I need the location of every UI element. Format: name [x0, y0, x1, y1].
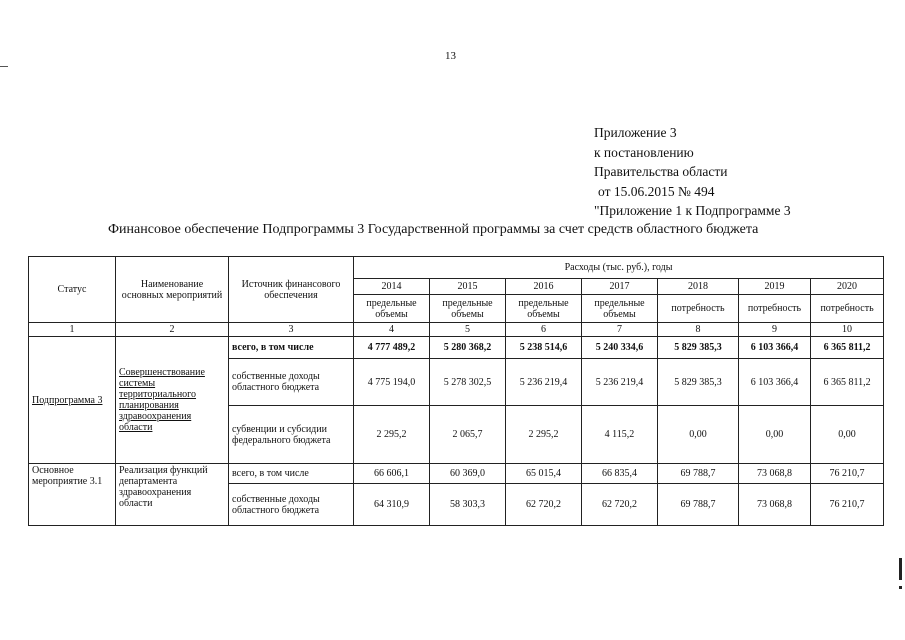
value-cell: 69 788,7	[658, 484, 739, 526]
status-cell: Основное мероприятие 3.1	[29, 464, 116, 526]
value-cell: 73 068,8	[739, 464, 811, 484]
source-cell: субвенции и субсидии федерального бюджета	[229, 406, 354, 464]
header-expenses: Расходы (тыс. руб.), годы	[354, 257, 884, 279]
column-number: 6	[506, 323, 582, 337]
edge-mark	[0, 66, 8, 67]
year-header: 2016	[506, 279, 582, 295]
header-status: Статус	[29, 257, 116, 323]
value-cell: 66 835,4	[582, 464, 658, 484]
value-cell: 4 777 489,2	[354, 337, 430, 359]
year-header: 2014	[354, 279, 430, 295]
year-header: 2019	[739, 279, 811, 295]
value-cell: 4 775 194,0	[354, 359, 430, 406]
value-cell: 0,00	[811, 406, 884, 464]
document-title: Финансовое обеспечение Подпрограммы 3 Государственной программы за счет средств областного бюджета	[108, 222, 759, 237]
year-header: 2018	[658, 279, 739, 295]
value-cell: 2 295,2	[354, 406, 430, 464]
finance-table	[28, 256, 884, 526]
value-cell: 73 068,8	[739, 484, 811, 526]
value-cell: 58 303,3	[430, 484, 506, 526]
value-cell: 4 115,2	[582, 406, 658, 464]
value-cell: 0,00	[658, 406, 739, 464]
value-cell: 5 240 334,6	[582, 337, 658, 359]
value-cell: 6 365 811,2	[811, 359, 884, 406]
column-number: 3	[229, 323, 354, 337]
value-cell: 6 365 811,2	[811, 337, 884, 359]
year-header: 2017	[582, 279, 658, 295]
value-cell: 6 103 366,4	[739, 359, 811, 406]
appendix-line: "Приложение 1 к Подпрограмме 3	[594, 203, 791, 218]
value-cell: 65 015,4	[506, 464, 582, 484]
value-cell: 5 278 302,5	[430, 359, 506, 406]
value-cell: 2 065,7	[430, 406, 506, 464]
appendix-line: Приложение 3	[594, 125, 677, 140]
column-number: 4	[354, 323, 430, 337]
value-cell: 5 236 219,4	[506, 359, 582, 406]
value-cell: 5 829 385,3	[658, 359, 739, 406]
page-number: 13	[445, 50, 456, 62]
value-cell: 5 280 368,2	[430, 337, 506, 359]
column-number: 8	[658, 323, 739, 337]
value-cell: 0,00	[739, 406, 811, 464]
value-cell: 64 310,9	[354, 484, 430, 526]
appendix-line: к постановлению	[594, 144, 694, 160]
kind-header: потребность	[739, 295, 811, 323]
year-header: 2020	[811, 279, 884, 295]
value-cell: 66 606,1	[354, 464, 430, 484]
column-number: 7	[582, 323, 658, 337]
event-cell: Совершенствование системы территориального планирования здравоохранения области	[116, 337, 229, 464]
value-cell: 5 238 514,6	[506, 337, 582, 359]
header-events: Наименование основных мероприятий	[116, 257, 229, 323]
value-cell: 62 720,2	[506, 484, 582, 526]
year-header: 2015	[430, 279, 506, 295]
value-cell: 5 236 219,4	[582, 359, 658, 406]
appendix-block	[594, 123, 791, 221]
value-cell: 62 720,2	[582, 484, 658, 526]
kind-header: предельные объемы	[506, 295, 582, 323]
value-cell: 76 210,7	[811, 464, 884, 484]
value-cell: 69 788,7	[658, 464, 739, 484]
appendix-line: Правительства области	[594, 164, 728, 179]
source-cell: собственные доходы областного бюджета	[229, 359, 354, 406]
kind-header: потребность	[811, 295, 884, 323]
kind-header: предельные объемы	[430, 295, 506, 323]
kind-header: потребность	[658, 295, 739, 323]
source-cell: всего, в том числе	[229, 464, 354, 484]
source-cell: собственные доходы областного бюджета	[229, 484, 354, 526]
column-number: 1	[29, 323, 116, 337]
event-cell: Реализация функций департамента здравоохранения области	[116, 464, 229, 526]
value-cell: 5 829 385,3	[658, 337, 739, 359]
source-cell: всего, в том числе	[229, 337, 354, 359]
value-cell: 76 210,7	[811, 484, 884, 526]
column-number: 2	[116, 323, 229, 337]
column-number: 5	[430, 323, 506, 337]
edge-mark	[899, 586, 902, 589]
value-cell: 60 369,0	[430, 464, 506, 484]
appendix-line: от 15.06.2015 № 494	[598, 183, 715, 199]
kind-header: предельные объемы	[354, 295, 430, 323]
column-number: 10	[811, 323, 884, 337]
kind-header: предельные объемы	[582, 295, 658, 323]
status-cell: Подпрограмма 3	[29, 337, 116, 464]
header-source: Источник финансового обеспечения	[229, 257, 354, 323]
value-cell: 6 103 366,4	[739, 337, 811, 359]
edge-mark	[899, 558, 902, 580]
value-cell: 2 295,2	[506, 406, 582, 464]
column-number: 9	[739, 323, 811, 337]
